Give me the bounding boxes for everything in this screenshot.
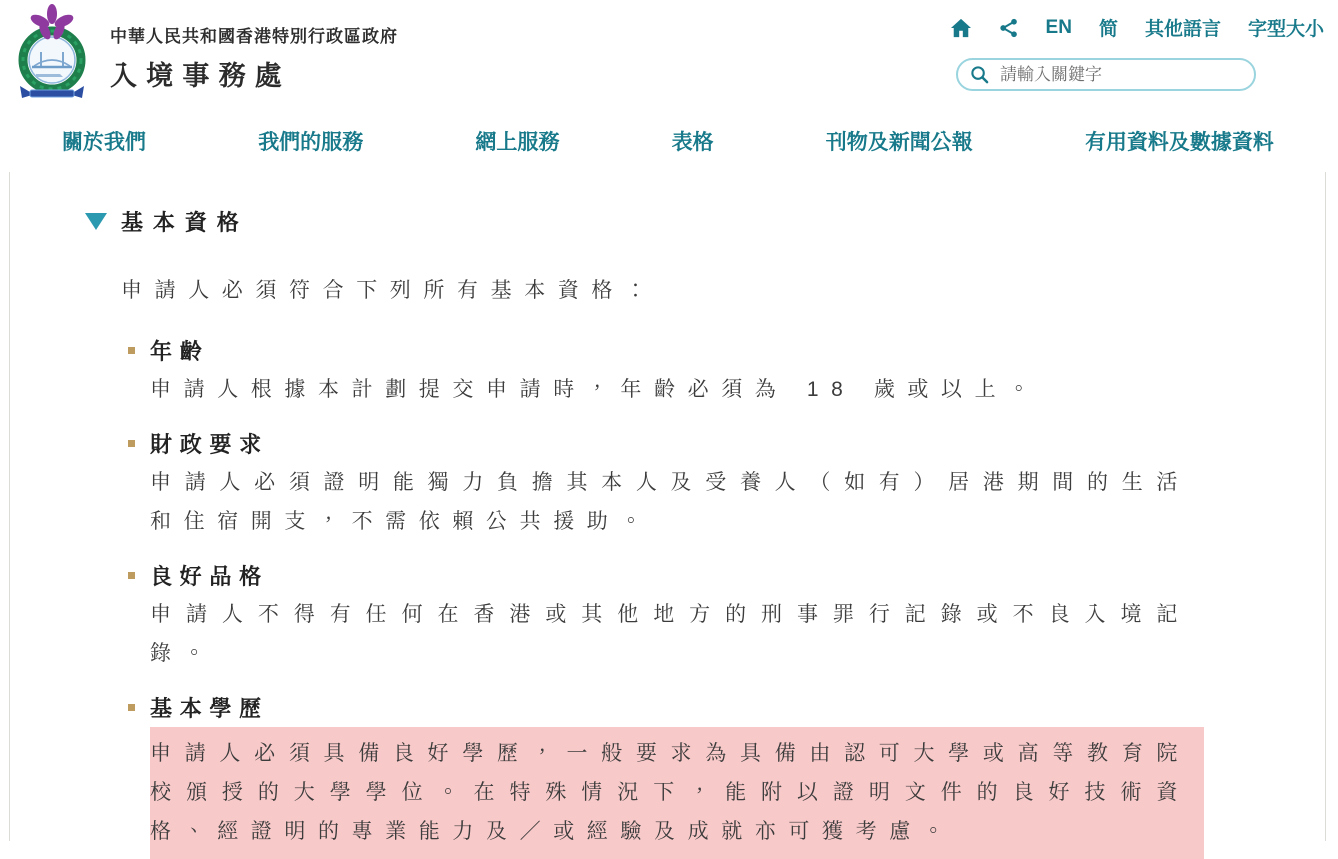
immd-logo[interactable] [8,6,96,102]
requirement-title: 基本學歷 [150,695,269,721]
requirement-body: 申請人根據本計劃提交申請時，年齡必須為 18 歲或以上。 [150,378,1042,401]
site-header [0,0,1338,118]
section-heading [10,208,1325,234]
nav-item-about[interactable]: 關於我們 [62,131,146,154]
requirement-body-highlighted: 申請人必須具備良好學歷，一般要求為具備由認可大學或高等教育院校頒授的大學學位。在特殊情況下，能附以證明文件的良好技術資格、經證明的專業能力及／或經驗及成就亦可獲考慮。 [150,727,1204,859]
nav-item-forms[interactable]: 表格 [671,131,714,154]
square-bullet-icon [128,347,135,354]
gov-title: 中華人民共和國香港特別行政區政府 [110,27,398,46]
main-nav [0,118,1338,172]
requirement-body: 申請人不得有任何在香港或其他地方的刑事罪行記錄或不良入境記錄。 [150,603,1190,665]
list-item-character [128,561,1325,673]
lang-en-link[interactable]: EN [1045,16,1072,38]
header-utilities [950,6,1330,118]
square-bullet-icon [128,704,135,711]
font-size-link[interactable]: 字型大小 [1247,19,1324,40]
branding [8,6,398,118]
list-item-education [128,693,1325,859]
requirement-body: 申請人必須證明能獨力負擔其本人及受養人（如有）居港期間的生活和住宿開支，不需依賴公共援助。 [150,471,1190,533]
content-area [9,172,1326,841]
search-icon [970,65,989,84]
intro-text: 申請人必須符合下列所有基本資格： [121,279,659,302]
share-icon[interactable] [999,18,1019,38]
triangle-down-icon[interactable] [85,213,107,230]
list-item-financial [128,429,1325,541]
immd-emblem-graphic [8,6,96,102]
other-languages-link[interactable]: 其他語言 [1144,19,1221,40]
requirement-title: 財政要求 [150,431,269,457]
search-input[interactable] [1000,65,1242,85]
nav-item-our-services[interactable]: 我們的服務 [258,131,364,154]
nav-item-publications[interactable]: 刊物及新聞公報 [825,131,973,154]
requirements-list [10,336,1325,859]
site-titles [110,6,398,118]
requirement-title: 良好品格 [150,563,269,589]
search-box[interactable] [956,58,1256,91]
nav-item-online-services[interactable]: 網上服務 [475,131,560,154]
utility-row [950,14,1324,41]
square-bullet-icon [128,572,135,579]
nav-item-useful-info[interactable]: 有用資料及數據資料 [1084,131,1274,154]
section-title: 基本資格 [121,209,249,235]
square-bullet-icon [128,440,135,447]
lang-simplified-link[interactable]: 简 [1098,19,1118,40]
requirement-title: 年齡 [150,338,210,364]
list-item-age [128,336,1325,409]
home-icon[interactable] [950,18,972,38]
dept-title: 入境事務處 [110,61,291,91]
